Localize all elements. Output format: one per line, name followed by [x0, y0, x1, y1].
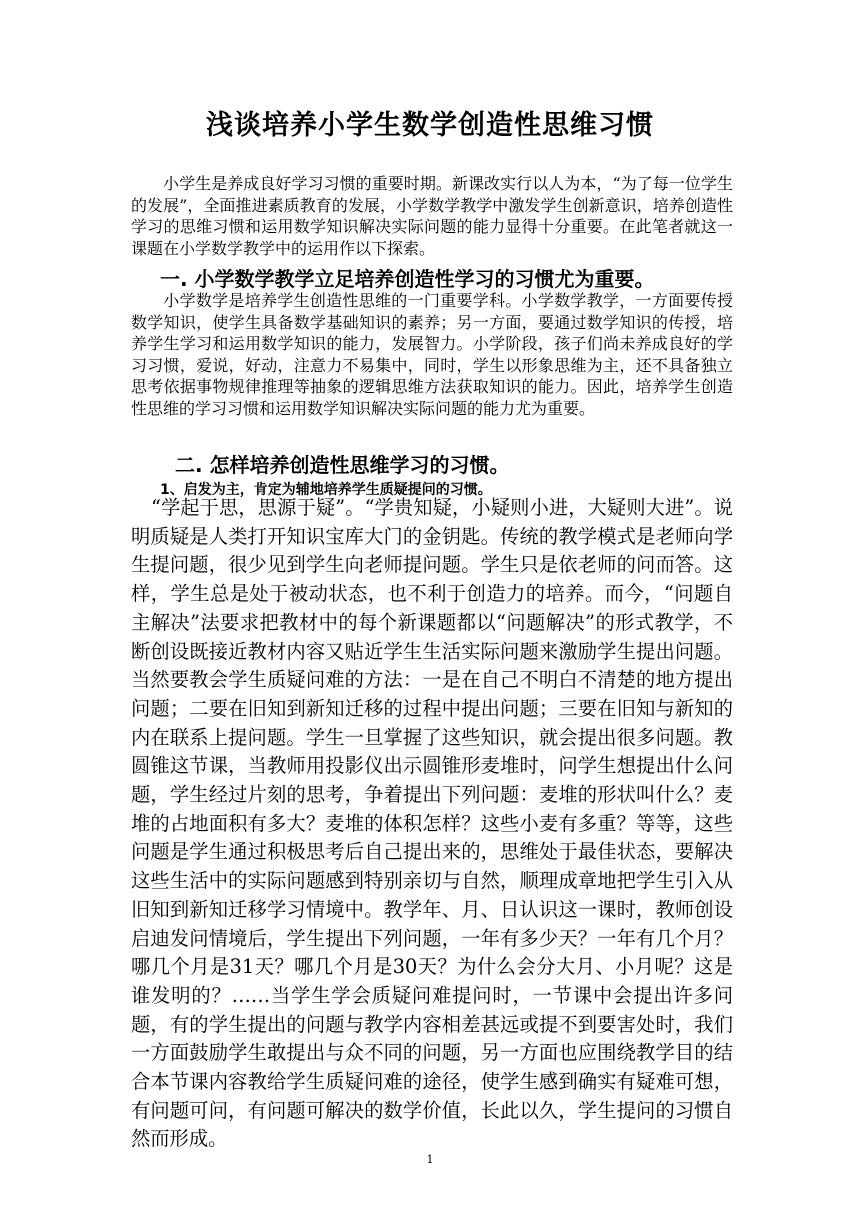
section-1-paragraph: [131, 290, 733, 419]
page-number: 1: [426, 1153, 434, 1166]
section-1-text: 小学数学是培养学生创造性思维的一门重要学科。小学数学教学，一方面要传授数学知识，使学生具备数学基础知识的素养；另一方面，要通过数学知识的传授，培养学生学习和运用数学知识的能力，发展智力。小学阶段，孩子们尚未养成良好的学习习惯，爱说，好动，注意力不易集中，同时，学生以形象思维为主，还不具备独立思考依据事物规律推理等抽象的逻辑思维方法获取知识的能力。因此，培养学生创造性思维的学习习惯和运用数学知识解决实际问题的能力尤为重要。: [131, 291, 733, 418]
intro-text: 小学生是养成良好学习习惯的重要时期。新课改实行以人为本，“为了每一位学生的发展”，全面推进素质教育的发展，小学数学教学中激发学生创新意识，培养创造性学习的思维习惯和运用数学知识解决实际问题的能力显得十分重要。在此笔者就这一课题在小学数学教学中的运用作以下探索。: [131, 174, 733, 258]
intro-paragraph: [131, 173, 733, 259]
section-2-subheading: 1、启发为主，肯定为辅地培养学生质疑提问的习惯。: [160, 482, 492, 498]
section-2-paragraph: [131, 494, 733, 1154]
section-2-text: “学起于思，思源于疑”。“学贵知疑，小疑则小进，大疑则大进”。说明质疑是人类打开知识宝库大门的金钥匙。传统的教学模式是老师向学生提问题，很少见到学生向老师提问题。学生只是依老师的问而答。这样，学生总是处于被动状态，也不利于创造力的培养。而今，“问题自主解决”法要求把教材中的每个新课题都以“问题解决”的形式教学，不断创设既接近教材内容又贴近学生生活实际问题来激励学生提出问题。当然要教会学生质疑问难的方法：一是在自己不明白不清楚的地方提出问题；二要在旧知到新知迁移的过程中提出问题；三要在旧知与新知的内在联系上提问题。学生一旦掌握了这些知识，就会提出很多问题。教圆锥这节课，当教师用投影仪出示圆锥形麦堆时，问学生想提出什么问题，学生经过片刻的思考，争着提出下列问题：麦堆的形状叫什么？麦堆的占地面积有多大？麦堆的体积怎样？这些小麦有多重？等等，这些问题是学生通过积极思考后自己提出来的，思维处于最佳状态，要解决这些生活中的实际问题感到特别亲切与自然，顺理成章地把学生引入从旧知到新知迁移学习情境中。教学年、月、日认识这一课时，教师创设启迪发问情境后，学生提出下列问题，一年有多少天？一年有几个月？哪几个月是31天？哪几个月是30天？为什么会分大月、小月呢？这是谁发明的？……当学生学会质疑问难提问时，一节课中会提出许多问题，有的学生提出的问题与教学内容相差甚远或提不到要害处时，我们一方面鼓励学生敢提出与众不同的问题，另一方面也应围绕教学目的结合本节课内容教给学生质疑问难的途径，使学生感到确实有疑难可想，有问题可问，有问题可解决的数学价值，长此以久，学生提问的习惯自然而形成。: [131, 496, 733, 1151]
document-title: 浅谈培养小学生数学创造性思维习惯: [206, 110, 654, 141]
section-1-heading: 一. 小学数学教学立足培养创造性学习的习惯尤为重要。: [160, 267, 655, 291]
section-2-heading: 二. 怎样培养创造性思维学习的习惯。: [175, 453, 510, 477]
